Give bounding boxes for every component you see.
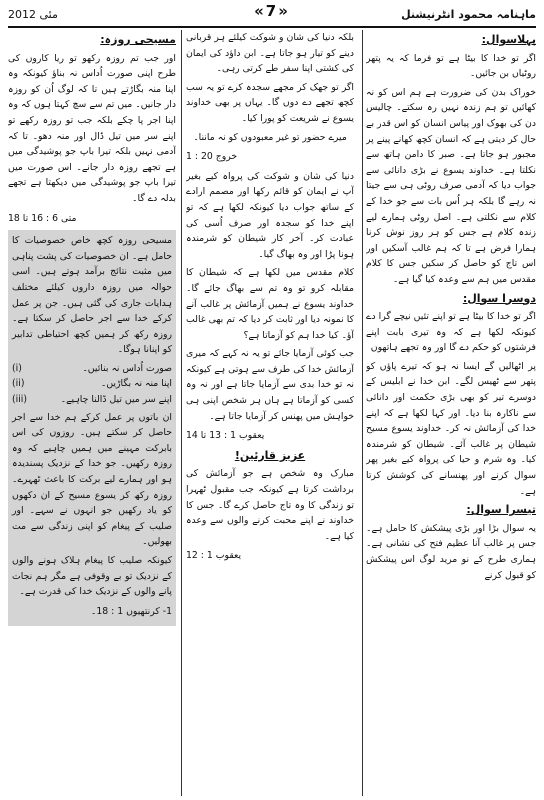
quote: جب کوئی آزمایا جائے تو یہ نہ کہے کہ میری آزمائش خدا کی طرف سے ہوتی ہے کیونکہ نہ تو خدا بدی سے آزمایا جاتا ہے اور نہ وہ کسی کو آزماتا ہے ہاں ہر شخص اپنی ہی خواہش میں پھنس کر آزمایا جاتا ہے۔ [186, 348, 354, 422]
column-middle [186, 30, 354, 798]
quote: اور جب تم روزہ رکھو تو ریا کاروں کی طرح اپنی صورت اُداس نہ بناؤ کیونکہ وہ اپنا منہ بگاڑتے ہیں تا کہ لوگ اُن کو روزہ دار جانیں۔ میں تم سے سچ کہتا ہوں کہ وہ اپنا اجر پا چکے بلکہ جب تو روزہ رکھے تو اپنے سر میں تیل ڈال اور منہ دھو۔ تا کہ آدمی نہیں بلکہ تیرا باپ جو پوشیدگی میں ہے تجھے روزہ دار جانے۔ اس صورت میں تیرا باپ جو پوشیدگی میں دیکھتا ہے تجھے بدلہ دے گا۔ [8, 52, 176, 204]
quote: اگر تو جھک کر مجھے سجدہ کرے تو یہ سب کچھ تجھے دے دوں گا۔ یہاں پر بھی خداوند یسوع نے شریعت کو پورا کیا۔ [186, 81, 354, 124]
section-heading: دوسرا سوال: [462, 291, 536, 305]
list-item-text: صورت اُداس نہ بنائیں۔ [82, 362, 172, 374]
shaded-box [8, 230, 176, 626]
section-heading: مسیحی روزہ: [100, 33, 176, 46]
quote: مبارک وہ شخص ہے جو آزمائش کی برداشت کرتا ہے کیونکہ جب مقبول ٹھہرا تو زندگی کا وہ تاج حاصل کرے گا۔ جس کا خداوند نے اپنے محبت کرنے والوں سے وعدہ کیا ہے۔ [186, 468, 354, 542]
paragraph: ان باتوں پر عمل کرکے ہم خدا سے اجر حاصل کر سکتے ہیں۔ روزوں کی اس بابرکت مہینے میں ہمیں چاہیے کہ وہ روزہ رکھیں۔ جو خدا کے نزدیک پسندیدہ ہو اور ہمارے لیے برکت کا باعث ٹھہرے۔ روزہ رکھ کر یسوع مسیح کے ان دکھوں کو یاد رکھیں جو انہوں نے سہے۔ اور صلیب کے پیغام کو اپنی زندگی سے مت بھولیں۔ [12, 411, 172, 548]
column-left [8, 30, 176, 798]
scripture-reference: یعقوب 1 : 13 تا 14 [186, 430, 265, 442]
column-right [366, 30, 536, 798]
column-divider [362, 30, 363, 796]
list-item-label: (ii) [12, 378, 25, 390]
scripture-reference: متی 6 : 16 تا 18 [8, 212, 77, 224]
paragraph: اگر تو خدا کا بیٹا ہے تو اپنے تئیں نیچے گرا دے کیونکہ لکھا ہے کہ وہ تیری بابت اپنے فرشتوں کو حکم دے گا اور وہ تجھے ہاتھوں [366, 311, 536, 354]
scripture-reference: 1- کرنتھیوں 1 : 18۔ [90, 605, 172, 617]
list-item-label: (iii) [12, 394, 28, 406]
section-heading: عزیز قارئین! [234, 448, 306, 462]
issue-date: مئی 2012 [8, 7, 58, 21]
list-item [12, 392, 172, 408]
paragraph: بلکہ دنیا کی شان و شوکت کیلئے ہر قربانی دینے کو تیار ہو جاتا ہے۔ ابن داؤد کی ایمان کی کشتی اپنا سفر طے کرتی رہی۔ [186, 32, 354, 75]
paragraph: کلام مقدس میں لکھا ہے کہ شیطان کا مقابلہ کرو تو وہ تم سے بھاگ جائے گا۔ خداوند یسوع نے ہمیں آزمائش پر غالب آنے کا نمونہ دیا اور ثابت کر دیا کہ تم بھی غالب آؤ۔ کیا خدا ہم کو آزماتا ہے؟ [186, 267, 354, 341]
column-divider [181, 30, 182, 796]
paragraph: مسیحی روزہ کچھ خاص خصوصیات کا حامل ہے۔ ان خصوصیات کی پشت پناہی میں مثبت نتائج برآمد ہوتے ہیں۔ اسی حوالہ میں روزہ داروں کیلئے مختلف ہدایات جاری کی گئی ہیں۔ جن پر عمل کرکے خدا سے اجر حاصل کر سکتا ہے۔ روزہ رکھ کر ہمیں کچھ احتیاطی تدابیر کو اپنانا ہوگا۔ [12, 235, 172, 356]
paragraph: اگر تو خدا کا بیٹا ہے تو فرما کہ یہ پتھر روٹیاں بن جائیں۔ [366, 52, 536, 80]
paragraph: خوراک بدن کی ضرورت ہے ہم اس کو نہ کھائیں تو ہم زندہ نہیں رہ سکتے۔ چالیس دن کی بھوک اور پیاس انسان کو اس قدر بے حال کر دیتی ہے کہ انسان کچھ کھانے پینے پر مجبور ہو جاتا ہے۔ صبر کا دامن ہاتھ سے نکلتا ہے۔ خداوند یسوع نے بڑی دانائی سے جواب دیا کہ آدمی صرف روٹی ہی سے جیتا نہ رہے گا بلکہ ہر اُس بات سے جو خدا کے کلام سے نکلتی ہے۔ اصل روٹی ہمارے لیے زندہ کلام ہے جس کو ہر روز نوش کرنا ہمارا فرض ہے تا کہ ہم غالب آسکیں اور اس تاج کو حاصل کر سکیں جس کا کلام مقدس میں ہم سے وعدہ کیا گیا ہے۔ [366, 86, 536, 285]
quote: کیونکہ صلیب کا پیغام ہلاک ہونے والوں کے نزدیک تو بے وقوفی ہے مگر ہم نجات پانے والوں کے نزدیک خدا کی قدرت ہے۔ [12, 555, 172, 598]
list-item [12, 361, 172, 377]
paragraph: یہ سوال بڑا اور بڑی پیشکش کا حامل ہے۔ جس پر غالب آنا عظیم فتح کی نشانی ہے۔ ہماری طرح کے نو مرید لوگ اس پیشکش کو قبول کرنے [366, 522, 536, 581]
magazine-title: ماہنامہ محمود انٹرنیشنل [401, 7, 536, 21]
scripture-reference: یعقوب 1 : 12 [186, 550, 242, 562]
list-item-text: اپنے سر میں تیل ڈالنا چاہیے۔ [60, 394, 172, 406]
section-heading: تیسرا سوال: [466, 503, 536, 517]
paragraph: دنیا کی شان و شوکت کی پرواہ کیے بغیر آپ نے ایمان کو قائم رکھا اور مصمم ارادے کے ساتھ جواب دیا کیونکہ لکھا ہے کہ تو اپنے خدا کو سجدہ اور صرف اُسی کی عبادت کر۔ آخر کار شیطان کو شرمندہ ہونا پڑا اور وہ بھاگ گیا۔ [186, 170, 354, 260]
scripture-quote: میرے حضور تو غیر معبودوں کو نہ ماننا۔ [193, 131, 347, 143]
guidance-list [12, 361, 172, 408]
list-item-label: (i) [12, 362, 22, 374]
page-number: «7» [254, 2, 290, 20]
section-heading: پہلاسوال: [481, 33, 536, 46]
scripture-reference: خروج 20 : 1 [186, 151, 238, 163]
list-item [12, 376, 172, 392]
paragraph: پر اٹھالیں گے ایسا نہ ہو کہ تیرے پاؤں کو پتھر سے ٹھیس لگے۔ ابن خدا نے ابلیس کے دوسرے تیر کو بھی بڑی حکمت اور دانائی سے ناکارہ بنا دیا۔ اور کہا لکھا ہے کہ اپنے خدا کی آزمائش نہ کر۔ خداوند یسوع مسیح شیطان پر غالب آئے۔ شیطان کو شرمندہ کیا۔ وہ شرم و حیا کی پرواہ کیے بغیر پھر سوال کرنے اور پھنسانے کی کوشش کرتا ہے۔ [366, 360, 536, 497]
list-item-text: اپنا منہ نہ بگاڑیں۔ [100, 378, 172, 390]
